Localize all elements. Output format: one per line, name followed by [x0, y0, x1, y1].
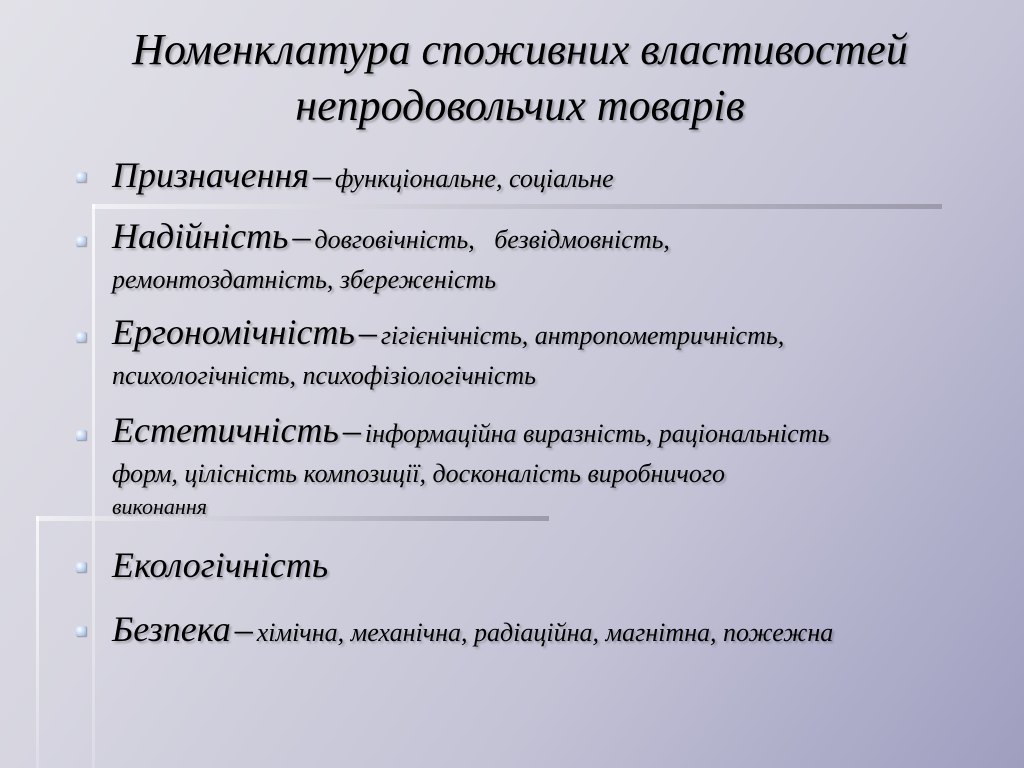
item-term: Надійність	[112, 216, 289, 256]
item-term: Безпека	[112, 609, 231, 649]
decorative-line	[92, 204, 942, 209]
item-term: Екологічність	[112, 545, 329, 585]
bullet-icon	[76, 626, 86, 636]
item-term: Ергономічність	[112, 312, 355, 352]
item-description: гігієнічність, антропометричність,	[380, 321, 785, 350]
item-term: Призначення	[112, 155, 310, 195]
item-description-cont: психологічність, психофізіологічність	[112, 361, 537, 390]
item-description-cont: виконання	[112, 494, 207, 519]
item-separator: –	[358, 312, 377, 352]
list-item-reliability	[72, 218, 670, 298]
item-description: інформаційна виразність, раціональність	[364, 419, 830, 448]
bullet-icon	[76, 430, 86, 440]
bullet-icon	[76, 172, 86, 182]
item-separator: –	[234, 609, 253, 649]
list-item-aesthetics	[72, 412, 829, 522]
decorative-line	[36, 516, 39, 768]
bullet-icon	[76, 236, 86, 246]
item-separator: –	[292, 216, 311, 256]
item-separator: –	[342, 410, 361, 450]
title-line-2: непродовольчих товарів	[295, 81, 745, 130]
bullet-icon	[76, 332, 86, 342]
title-line-1: Номенклатура споживних властивостей	[132, 25, 908, 74]
item-description: функціональне, соціальне	[335, 164, 614, 193]
item-description-cont: ремонтоздатність, збереженість	[112, 265, 497, 294]
item-description: довговічність, безвідмовність,	[314, 225, 670, 254]
list-item-ecology	[72, 544, 328, 586]
item-separator: –	[313, 155, 332, 195]
list-item-ergonomics	[72, 314, 784, 394]
list-item-safety	[72, 608, 833, 650]
bullet-icon	[76, 562, 86, 572]
item-term: Естетичність	[112, 410, 339, 450]
list-item-purpose	[72, 154, 614, 196]
item-description: хімічна, механічна, радіаційна, магнітна, пожежна	[256, 618, 834, 647]
item-description-cont: форм, цілісність композиції, досконалість виробничого	[112, 459, 725, 488]
slide-title	[60, 22, 980, 134]
